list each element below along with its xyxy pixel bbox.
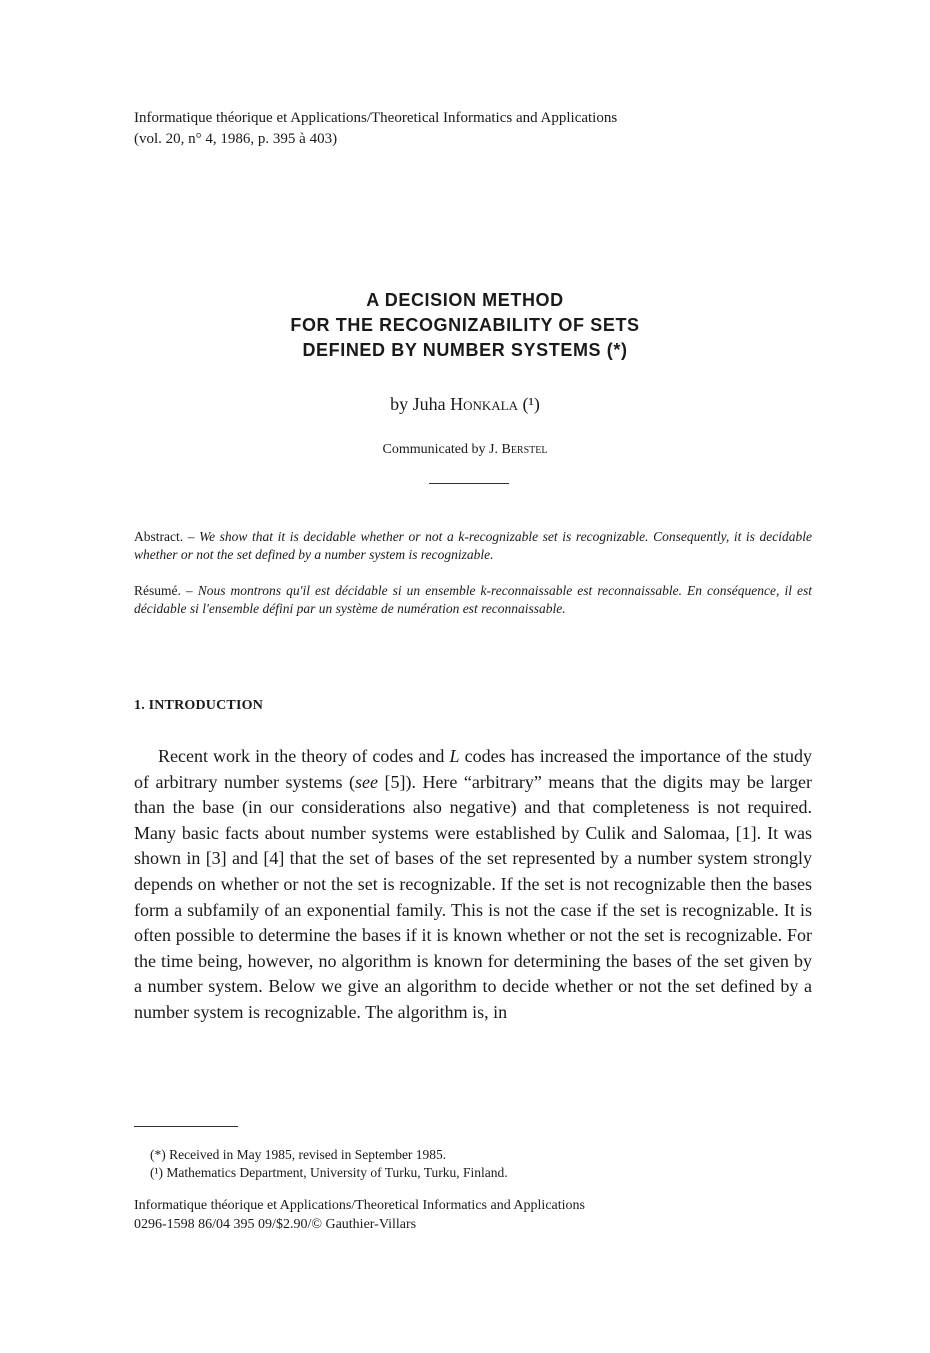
resume-text: Nous montrons qu'il est décidable si un ensemble k-reconnaissable est reconnaissable. En conséquence, il est décidable si l'ensemble défini par un système de numération est reconnaissable. bbox=[134, 583, 812, 616]
footnotes bbox=[150, 1146, 508, 1182]
title-line-3: DEFINED BY NUMBER SYSTEMS (*) bbox=[302, 340, 628, 360]
resume-label: Résumé. – bbox=[134, 583, 198, 598]
footnote-2: (¹) Mathematics Department, University of Turku, Turku, Finland. bbox=[150, 1165, 508, 1180]
abstract-label: Abstract. – bbox=[134, 529, 200, 544]
title-line-1: A DECISION METHOD bbox=[366, 290, 564, 310]
footnote-divider bbox=[134, 1126, 238, 1127]
footnote-1: (*) Received in May 1985, revised in September 1985. bbox=[150, 1147, 447, 1162]
body-italic-2: see bbox=[354, 771, 378, 792]
section-heading: 1. INTRODUCTION bbox=[134, 698, 264, 713]
title-divider bbox=[429, 483, 509, 484]
journal-header bbox=[134, 108, 617, 150]
introduction-paragraph bbox=[134, 744, 812, 1026]
body-text-1: Recent work in the theory of codes and bbox=[158, 746, 450, 766]
body-text-3: [5]). Here “arbitrary” means that the digits may be larger than the base (in our considerations also negative) and that completeness is not required. Many basic facts about number systems were established by Culik and Salomaa, [1]. It was shown in [3] and [4] that the set of bases of the set represented by a number system strongly depends on whether or not the set is recognizable. If the set is not recognizable then the bases form a subfamily of an exponential family. This is not the case if the set is recognizable. It is often possible to determine the bases if it is known whether or not the set is recognizable. For the time being, however, no algorithm is known for determining the bases of the set given by a number system. Below we give an algorithm to decide whether or not the set defined by a number system is recognizable. The algorithm is, in bbox=[134, 771, 812, 1022]
author-prefix: by Juha bbox=[390, 394, 451, 414]
abstract bbox=[134, 528, 812, 564]
body-text-2: codes has increased the importance of the study of arbitrary number systems ( bbox=[134, 746, 812, 792]
title-line-2: FOR THE RECOGNIZABILITY OF SETS bbox=[290, 315, 640, 335]
journal-footer bbox=[134, 1196, 585, 1234]
footer-issn: 0296-1598 86/04 395 09/$2.90/© Gauthier-Villars bbox=[134, 1217, 417, 1232]
footer-journal-name: Informatique théorique et Applications/Theoretical Informatics and Applications bbox=[134, 1198, 585, 1213]
abstract-text: We show that it is decidable whether or not a k-recognizable set is recognizable. Consequently, it is decidable whether or not the set defined by a number system is recognizable. bbox=[134, 529, 813, 562]
journal-name: Informatique théorique et Applications/Theoretical Informatics and Applications bbox=[134, 110, 618, 126]
author-note: (¹) bbox=[518, 394, 540, 414]
body-italic-1: L bbox=[449, 746, 460, 766]
volume-info: (vol. 20, n° 4, 1986, p. 395 à 403) bbox=[134, 131, 338, 147]
author-line bbox=[0, 394, 930, 415]
communicated-prefix: Communicated by J. bbox=[382, 442, 502, 457]
author-surname: Honkala bbox=[450, 394, 518, 414]
paper-title bbox=[0, 288, 930, 363]
resume bbox=[134, 582, 812, 618]
communicated-line bbox=[0, 442, 930, 458]
communicated-surname: Berstel bbox=[501, 442, 548, 457]
